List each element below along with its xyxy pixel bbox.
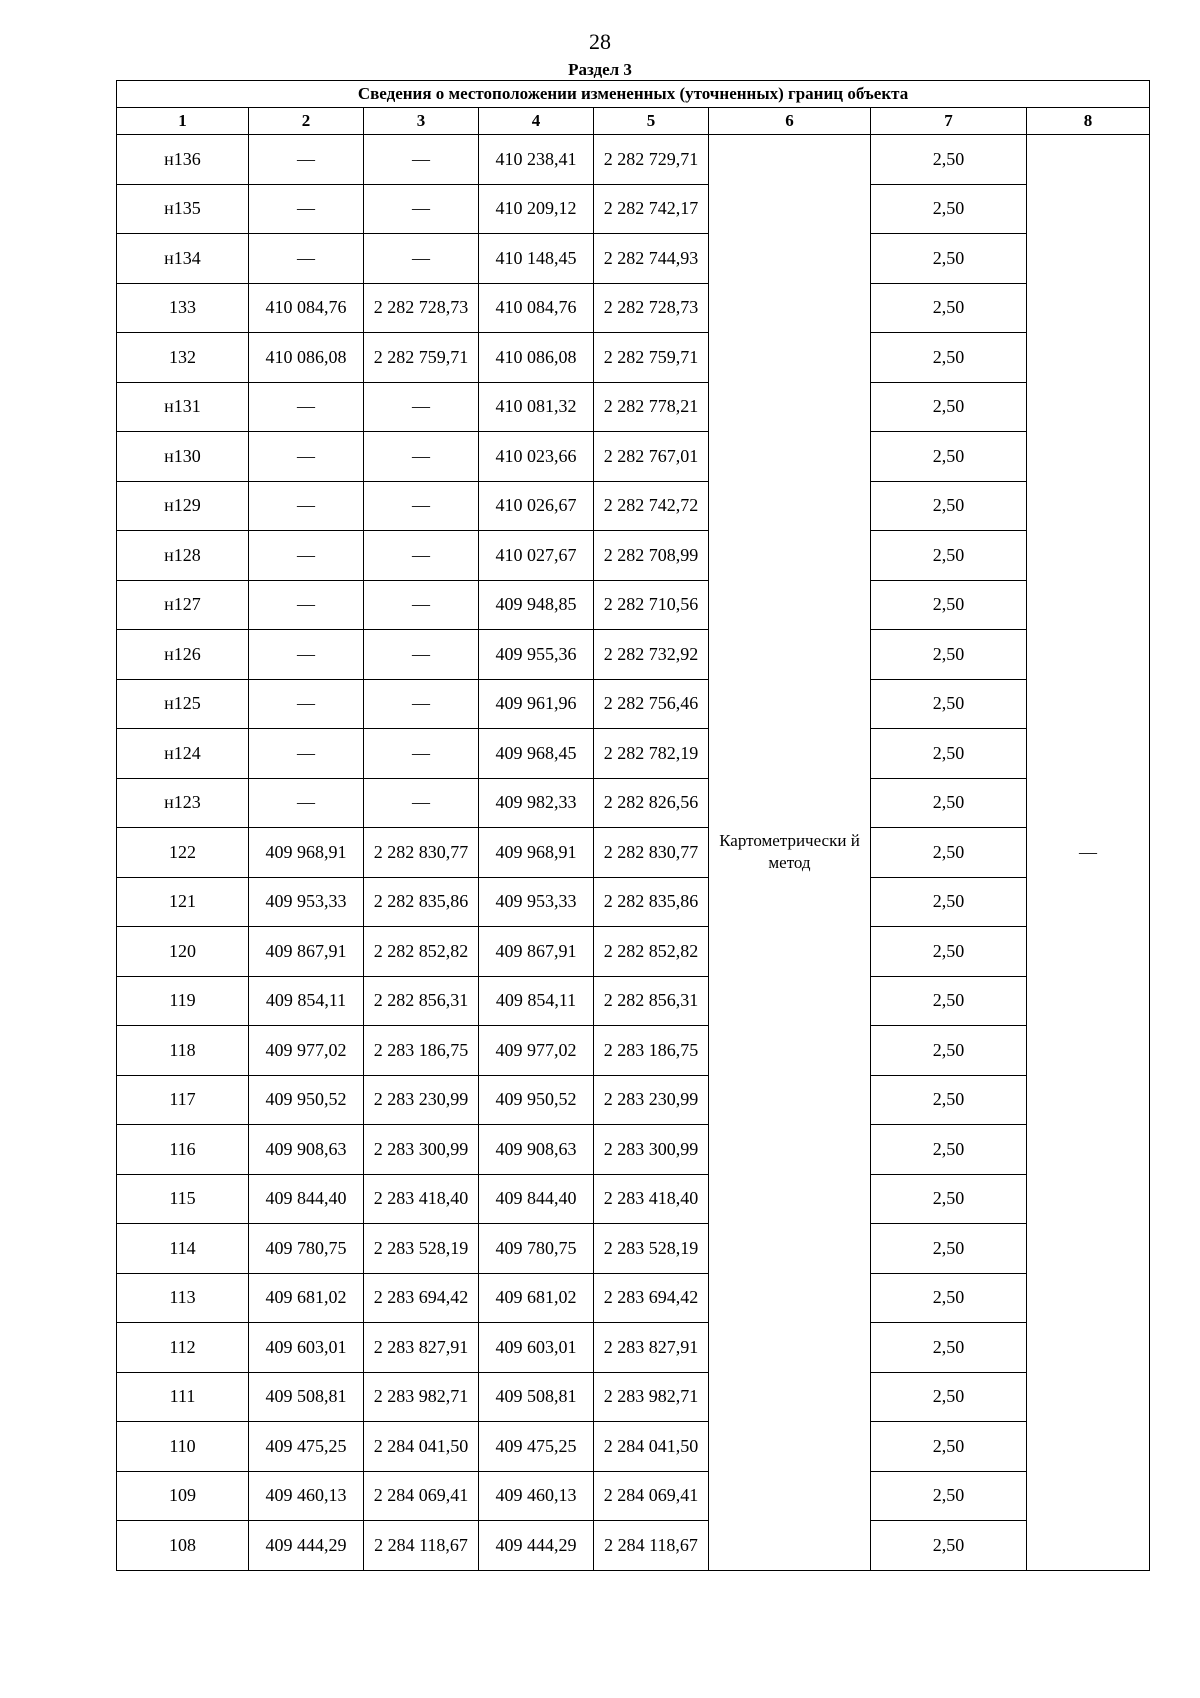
- boundary-coordinates-table: [116, 80, 1150, 1571]
- old-x-cell: —: [249, 382, 364, 432]
- column-number: 1: [117, 108, 249, 135]
- accuracy-cell: 2,50: [871, 1372, 1027, 1422]
- new-y-cell: 2 282 732,92: [594, 630, 709, 680]
- old-y-cell: 2 282 856,31: [364, 976, 479, 1026]
- accuracy-cell: 2,50: [871, 1174, 1027, 1224]
- table-row: [117, 778, 1150, 828]
- old-x-cell: —: [249, 630, 364, 680]
- old-y-cell: —: [364, 135, 479, 185]
- new-y-cell: 2 284 041,50: [594, 1422, 709, 1472]
- old-y-cell: 2 282 830,77: [364, 828, 479, 878]
- new-y-cell: 2 283 230,99: [594, 1075, 709, 1125]
- accuracy-cell: 2,50: [871, 1273, 1027, 1323]
- old-y-cell: —: [364, 580, 479, 630]
- accuracy-cell: 2,50: [871, 333, 1027, 383]
- table-row: [117, 877, 1150, 927]
- new-y-cell: 2 282 835,86: [594, 877, 709, 927]
- accuracy-cell: 2,50: [871, 1323, 1027, 1373]
- old-y-cell: 2 284 041,50: [364, 1422, 479, 1472]
- old-x-cell: —: [249, 234, 364, 284]
- accuracy-cell: 2,50: [871, 481, 1027, 531]
- new-y-cell: 2 283 827,91: [594, 1323, 709, 1373]
- new-y-cell: 2 282 729,71: [594, 135, 709, 185]
- point-id-cell: н131: [117, 382, 249, 432]
- point-id-cell: н129: [117, 481, 249, 531]
- point-id-cell: н136: [117, 135, 249, 185]
- old-y-cell: 2 284 069,41: [364, 1471, 479, 1521]
- new-x-cell: 410 023,66: [479, 432, 594, 482]
- table-row: [117, 729, 1150, 779]
- old-x-cell: —: [249, 580, 364, 630]
- point-id-cell: 116: [117, 1125, 249, 1175]
- new-x-cell: 409 681,02: [479, 1273, 594, 1323]
- accuracy-cell: 2,50: [871, 976, 1027, 1026]
- point-id-cell: н123: [117, 778, 249, 828]
- table-row: [117, 135, 1150, 185]
- new-y-cell: 2 283 982,71: [594, 1372, 709, 1422]
- old-y-cell: 2 283 300,99: [364, 1125, 479, 1175]
- point-id-cell: 112: [117, 1323, 249, 1373]
- new-y-cell: 2 283 694,42: [594, 1273, 709, 1323]
- table-row: [117, 333, 1150, 383]
- old-x-cell: 409 444,29: [249, 1521, 364, 1571]
- old-x-cell: —: [249, 778, 364, 828]
- old-x-cell: 409 508,81: [249, 1372, 364, 1422]
- table-row: [117, 1471, 1150, 1521]
- new-x-cell: 409 950,52: [479, 1075, 594, 1125]
- old-y-cell: 2 283 694,42: [364, 1273, 479, 1323]
- column-number: 3: [364, 108, 479, 135]
- old-y-cell: 2 282 759,71: [364, 333, 479, 383]
- point-id-cell: 110: [117, 1422, 249, 1472]
- table-row: [117, 976, 1150, 1026]
- old-x-cell: —: [249, 679, 364, 729]
- old-y-cell: 2 283 418,40: [364, 1174, 479, 1224]
- old-y-cell: 2 283 186,75: [364, 1026, 479, 1076]
- old-x-cell: 409 475,25: [249, 1422, 364, 1472]
- table-row: [117, 1174, 1150, 1224]
- old-x-cell: 410 086,08: [249, 333, 364, 383]
- page-number: 28: [589, 29, 611, 54]
- new-y-cell: 2 282 830,77: [594, 828, 709, 878]
- old-y-cell: —: [364, 184, 479, 234]
- accuracy-cell: 2,50: [871, 1026, 1027, 1076]
- table-row: [117, 1224, 1150, 1274]
- old-x-cell: —: [249, 531, 364, 581]
- accuracy-cell: 2,50: [871, 1422, 1027, 1472]
- column-number: 5: [594, 108, 709, 135]
- new-x-cell: 409 444,29: [479, 1521, 594, 1571]
- new-x-cell: 409 968,45: [479, 729, 594, 779]
- table-row: [117, 1372, 1150, 1422]
- new-y-cell: 2 282 710,56: [594, 580, 709, 630]
- old-x-cell: —: [249, 135, 364, 185]
- new-x-cell: 409 948,85: [479, 580, 594, 630]
- accuracy-cell: 2,50: [871, 531, 1027, 581]
- column-number-row: [117, 108, 1150, 135]
- table-row: [117, 382, 1150, 432]
- accuracy-cell: 2,50: [871, 283, 1027, 333]
- old-y-cell: —: [364, 729, 479, 779]
- new-x-cell: 409 867,91: [479, 927, 594, 977]
- new-y-cell: 2 282 708,99: [594, 531, 709, 581]
- method-cell: Картометрически й метод: [709, 135, 871, 1571]
- old-x-cell: 409 681,02: [249, 1273, 364, 1323]
- old-x-cell: —: [249, 729, 364, 779]
- new-y-cell: 2 282 742,72: [594, 481, 709, 531]
- accuracy-cell: 2,50: [871, 927, 1027, 977]
- new-y-cell: 2 282 852,82: [594, 927, 709, 977]
- point-id-cell: н134: [117, 234, 249, 284]
- accuracy-cell: 2,50: [871, 877, 1027, 927]
- accuracy-cell: 2,50: [871, 382, 1027, 432]
- accuracy-cell: 2,50: [871, 778, 1027, 828]
- new-y-cell: 2 282 742,17: [594, 184, 709, 234]
- point-id-cell: н124: [117, 729, 249, 779]
- old-y-cell: 2 282 728,73: [364, 283, 479, 333]
- new-y-cell: 2 283 418,40: [594, 1174, 709, 1224]
- old-x-cell: —: [249, 481, 364, 531]
- accuracy-cell: 2,50: [871, 234, 1027, 284]
- point-id-cell: 109: [117, 1471, 249, 1521]
- accuracy-cell: 2,50: [871, 580, 1027, 630]
- point-id-cell: 117: [117, 1075, 249, 1125]
- old-y-cell: 2 283 230,99: [364, 1075, 479, 1125]
- new-x-cell: 410 148,45: [479, 234, 594, 284]
- new-x-cell: 409 977,02: [479, 1026, 594, 1076]
- section-title: Раздел 3: [568, 60, 632, 79]
- new-y-cell: 2 282 728,73: [594, 283, 709, 333]
- old-y-cell: 2 283 982,71: [364, 1372, 479, 1422]
- accuracy-cell: 2,50: [871, 1521, 1027, 1571]
- new-y-cell: 2 282 778,21: [594, 382, 709, 432]
- column-number: 8: [1027, 108, 1150, 135]
- point-id-cell: 108: [117, 1521, 249, 1571]
- old-y-cell: —: [364, 778, 479, 828]
- accuracy-cell: 2,50: [871, 729, 1027, 779]
- old-y-cell: —: [364, 679, 479, 729]
- description-cell: —: [1027, 135, 1150, 1571]
- table-row: [117, 927, 1150, 977]
- accuracy-cell: 2,50: [871, 184, 1027, 234]
- point-id-cell: 122: [117, 828, 249, 878]
- table-row: [117, 679, 1150, 729]
- old-x-cell: 409 977,02: [249, 1026, 364, 1076]
- point-id-cell: 133: [117, 283, 249, 333]
- new-x-cell: 409 955,36: [479, 630, 594, 680]
- new-x-cell: 410 084,76: [479, 283, 594, 333]
- old-x-cell: 409 603,01: [249, 1323, 364, 1373]
- point-id-cell: н128: [117, 531, 249, 581]
- table-row: [117, 1273, 1150, 1323]
- accuracy-cell: 2,50: [871, 630, 1027, 680]
- new-x-cell: 410 026,67: [479, 481, 594, 531]
- column-number: 7: [871, 108, 1027, 135]
- column-number: 6: [709, 108, 871, 135]
- table-caption: Сведения о местоположении измененных (уточненных) границ объекта: [117, 81, 1150, 108]
- new-x-cell: 409 508,81: [479, 1372, 594, 1422]
- old-y-cell: —: [364, 234, 479, 284]
- new-y-cell: 2 282 856,31: [594, 976, 709, 1026]
- new-x-cell: 409 844,40: [479, 1174, 594, 1224]
- new-y-cell: 2 282 759,71: [594, 333, 709, 383]
- table-row: [117, 283, 1150, 333]
- new-x-cell: 410 081,32: [479, 382, 594, 432]
- table-row: [117, 432, 1150, 482]
- new-x-cell: 409 908,63: [479, 1125, 594, 1175]
- new-y-cell: 2 284 118,67: [594, 1521, 709, 1571]
- point-id-cell: 132: [117, 333, 249, 383]
- old-x-cell: 409 854,11: [249, 976, 364, 1026]
- new-x-cell: 409 603,01: [479, 1323, 594, 1373]
- new-x-cell: 410 027,67: [479, 531, 594, 581]
- new-y-cell: 2 283 186,75: [594, 1026, 709, 1076]
- old-x-cell: 409 867,91: [249, 927, 364, 977]
- point-id-cell: 113: [117, 1273, 249, 1323]
- point-id-cell: н126: [117, 630, 249, 680]
- accuracy-cell: 2,50: [871, 1471, 1027, 1521]
- new-x-cell: 409 780,75: [479, 1224, 594, 1274]
- old-x-cell: 409 953,33: [249, 877, 364, 927]
- accuracy-cell: 2,50: [871, 1224, 1027, 1274]
- table-row: [117, 828, 1150, 878]
- table-row: [117, 1323, 1150, 1373]
- accuracy-cell: 2,50: [871, 1125, 1027, 1175]
- new-x-cell: 409 953,33: [479, 877, 594, 927]
- table-row: [117, 481, 1150, 531]
- old-y-cell: 2 282 852,82: [364, 927, 479, 977]
- old-x-cell: 409 780,75: [249, 1224, 364, 1274]
- new-y-cell: 2 283 528,19: [594, 1224, 709, 1274]
- table-row: [117, 531, 1150, 581]
- accuracy-cell: 2,50: [871, 1075, 1027, 1125]
- table-row: [117, 1075, 1150, 1125]
- new-x-cell: 409 460,13: [479, 1471, 594, 1521]
- table-row: [117, 184, 1150, 234]
- point-id-cell: 120: [117, 927, 249, 977]
- table-row: [117, 1026, 1150, 1076]
- new-x-cell: 409 968,91: [479, 828, 594, 878]
- table-row: [117, 630, 1150, 680]
- new-x-cell: 410 238,41: [479, 135, 594, 185]
- new-y-cell: 2 283 300,99: [594, 1125, 709, 1175]
- point-id-cell: 119: [117, 976, 249, 1026]
- column-number: 4: [479, 108, 594, 135]
- new-x-cell: 409 854,11: [479, 976, 594, 1026]
- accuracy-cell: 2,50: [871, 679, 1027, 729]
- table-row: [117, 234, 1150, 284]
- old-y-cell: —: [364, 481, 479, 531]
- new-x-cell: 409 475,25: [479, 1422, 594, 1472]
- old-y-cell: —: [364, 432, 479, 482]
- new-x-cell: 410 209,12: [479, 184, 594, 234]
- new-y-cell: 2 282 756,46: [594, 679, 709, 729]
- new-y-cell: 2 282 767,01: [594, 432, 709, 482]
- point-id-cell: н125: [117, 679, 249, 729]
- point-id-cell: н135: [117, 184, 249, 234]
- old-x-cell: 409 950,52: [249, 1075, 364, 1125]
- old-x-cell: —: [249, 184, 364, 234]
- accuracy-cell: 2,50: [871, 828, 1027, 878]
- new-y-cell: 2 284 069,41: [594, 1471, 709, 1521]
- point-id-cell: 111: [117, 1372, 249, 1422]
- old-x-cell: 409 460,13: [249, 1471, 364, 1521]
- accuracy-cell: 2,50: [871, 135, 1027, 185]
- old-y-cell: 2 283 528,19: [364, 1224, 479, 1274]
- accuracy-cell: 2,50: [871, 432, 1027, 482]
- new-x-cell: 410 086,08: [479, 333, 594, 383]
- point-id-cell: 115: [117, 1174, 249, 1224]
- table-row: [117, 1422, 1150, 1472]
- point-id-cell: н127: [117, 580, 249, 630]
- old-x-cell: 409 844,40: [249, 1174, 364, 1224]
- table-row: [117, 580, 1150, 630]
- old-x-cell: 409 968,91: [249, 828, 364, 878]
- new-y-cell: 2 282 744,93: [594, 234, 709, 284]
- old-y-cell: 2 282 835,86: [364, 877, 479, 927]
- point-id-cell: 118: [117, 1026, 249, 1076]
- old-y-cell: 2 283 827,91: [364, 1323, 479, 1373]
- old-y-cell: —: [364, 630, 479, 680]
- point-id-cell: н130: [117, 432, 249, 482]
- column-number: 2: [249, 108, 364, 135]
- new-x-cell: 409 961,96: [479, 679, 594, 729]
- point-id-cell: 114: [117, 1224, 249, 1274]
- old-y-cell: —: [364, 531, 479, 581]
- point-id-cell: 121: [117, 877, 249, 927]
- new-y-cell: 2 282 826,56: [594, 778, 709, 828]
- old-x-cell: —: [249, 432, 364, 482]
- old-x-cell: 409 908,63: [249, 1125, 364, 1175]
- old-y-cell: —: [364, 382, 479, 432]
- new-y-cell: 2 282 782,19: [594, 729, 709, 779]
- table-row: [117, 1521, 1150, 1571]
- new-x-cell: 409 982,33: [479, 778, 594, 828]
- old-x-cell: 410 084,76: [249, 283, 364, 333]
- table-row: [117, 1125, 1150, 1175]
- old-y-cell: 2 284 118,67: [364, 1521, 479, 1571]
